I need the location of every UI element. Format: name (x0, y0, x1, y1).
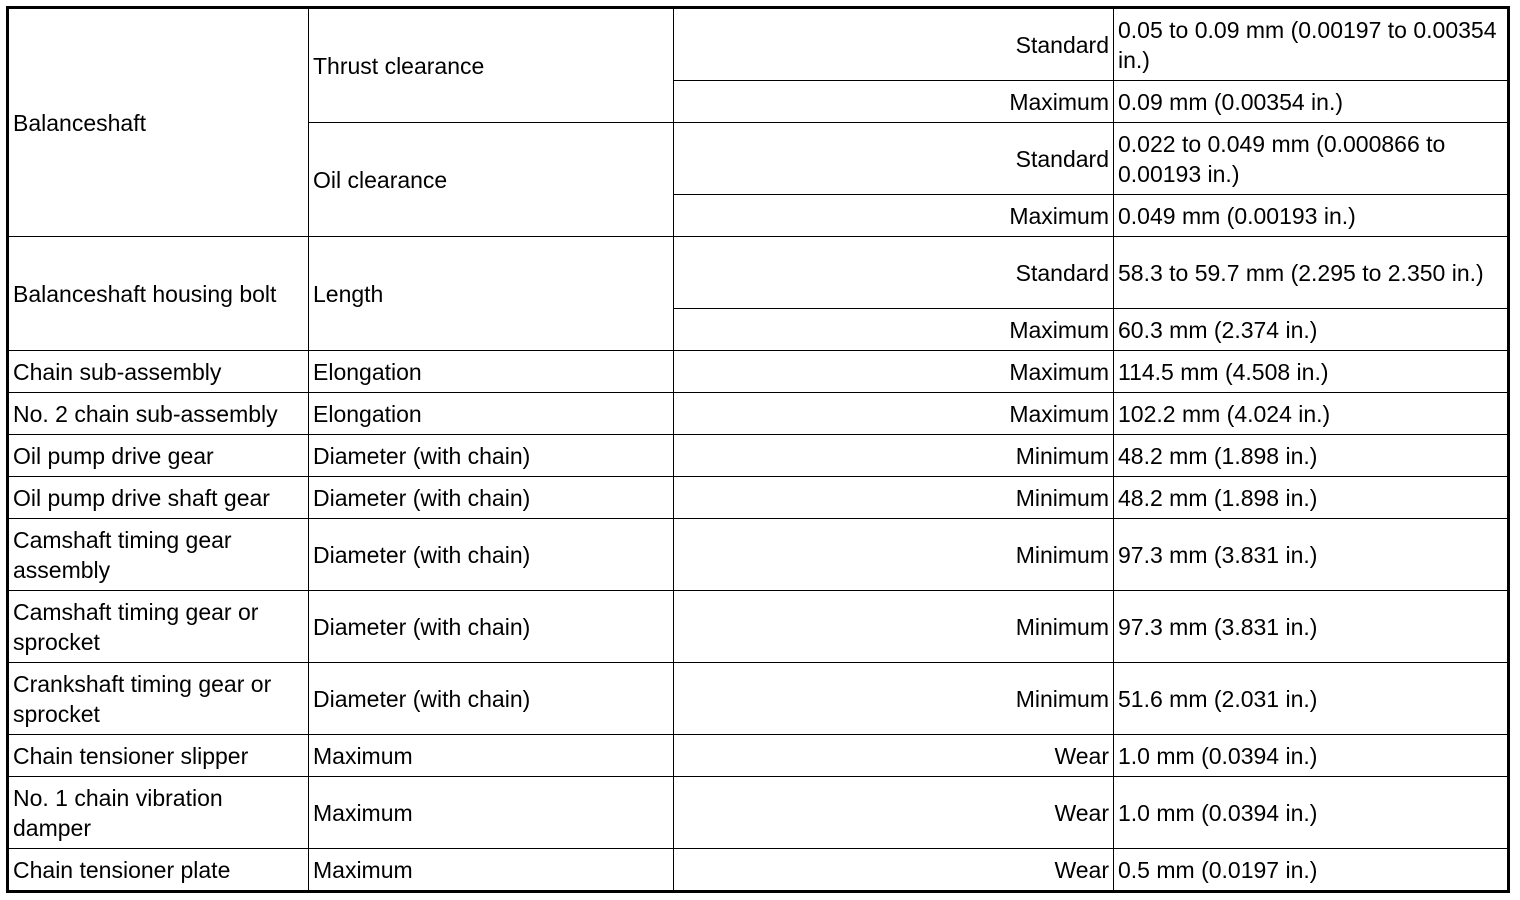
check-cell: Diameter (with chain) (309, 591, 674, 663)
item-cell: Balanceshaft housing bolt (8, 237, 309, 351)
check-cell: Oil clearance (309, 123, 674, 237)
item-cell: No. 2 chain sub-assembly (8, 393, 309, 435)
check-cell: Diameter (with chain) (309, 663, 674, 735)
value-cell: 58.3 to 59.7 mm (2.295 to 2.350 in.) (1114, 237, 1509, 309)
condition-cell: Minimum (674, 519, 1114, 591)
condition-cell: Maximum (674, 393, 1114, 435)
condition-cell: Maximum (674, 195, 1114, 237)
check-cell: Length (309, 237, 674, 351)
value-cell: 102.2 mm (4.024 in.) (1114, 393, 1509, 435)
condition-cell: Maximum (674, 351, 1114, 393)
check-cell: Elongation (309, 393, 674, 435)
value-cell: 97.3 mm (3.831 in.) (1114, 519, 1509, 591)
check-cell: Maximum (309, 777, 674, 849)
check-cell: Diameter (with chain) (309, 477, 674, 519)
condition-cell: Minimum (674, 591, 1114, 663)
value-cell: 1.0 mm (0.0394 in.) (1114, 735, 1509, 777)
condition-cell: Wear (674, 735, 1114, 777)
table-row (8, 849, 1509, 892)
item-cell: Chain sub-assembly (8, 351, 309, 393)
item-cell: Chain tensioner slipper (8, 735, 309, 777)
table-row (8, 735, 1509, 777)
item-cell: Camshaft timing gear assembly (8, 519, 309, 591)
table-row (8, 237, 1509, 309)
item-cell: Oil pump drive gear (8, 435, 309, 477)
condition-cell: Wear (674, 849, 1114, 892)
table-row (8, 8, 1509, 81)
condition-cell: Wear (674, 777, 1114, 849)
value-cell: 0.049 mm (0.00193 in.) (1114, 195, 1509, 237)
check-cell: Thrust clearance (309, 8, 674, 123)
condition-cell: Standard (674, 123, 1114, 195)
value-cell: 60.3 mm (2.374 in.) (1114, 309, 1509, 351)
item-cell: Crankshaft timing gear or sprocket (8, 663, 309, 735)
value-cell: 0.05 to 0.09 mm (0.00197 to 0.00354 in.) (1114, 8, 1509, 81)
table-row (8, 351, 1509, 393)
check-cell: Diameter (with chain) (309, 519, 674, 591)
check-cell: Elongation (309, 351, 674, 393)
value-cell: 48.2 mm (1.898 in.) (1114, 477, 1509, 519)
check-cell: Maximum (309, 735, 674, 777)
condition-cell: Minimum (674, 435, 1114, 477)
value-cell: 51.6 mm (2.031 in.) (1114, 663, 1509, 735)
check-cell: Diameter (with chain) (309, 435, 674, 477)
table-row (8, 393, 1509, 435)
item-cell: Chain tensioner plate (8, 849, 309, 892)
table-row (8, 477, 1509, 519)
specification-table (6, 6, 1510, 893)
table-row (8, 777, 1509, 849)
value-cell: 0.022 to 0.049 mm (0.000866 to 0.00193 in.) (1114, 123, 1509, 195)
value-cell: 0.09 mm (0.00354 in.) (1114, 81, 1509, 123)
value-cell: 97.3 mm (3.831 in.) (1114, 591, 1509, 663)
table-row (8, 519, 1509, 591)
value-cell: 48.2 mm (1.898 in.) (1114, 435, 1509, 477)
item-cell: Balanceshaft (8, 8, 309, 237)
table-row (8, 435, 1509, 477)
table-row (8, 591, 1509, 663)
item-cell: Camshaft timing gear or sprocket (8, 591, 309, 663)
table-row (8, 663, 1509, 735)
item-cell: Oil pump drive shaft gear (8, 477, 309, 519)
condition-cell: Maximum (674, 81, 1114, 123)
value-cell: 114.5 mm (4.508 in.) (1114, 351, 1509, 393)
condition-cell: Minimum (674, 663, 1114, 735)
condition-cell: Standard (674, 237, 1114, 309)
condition-cell: Standard (674, 8, 1114, 81)
value-cell: 0.5 mm (0.0197 in.) (1114, 849, 1509, 892)
condition-cell: Minimum (674, 477, 1114, 519)
value-cell: 1.0 mm (0.0394 in.) (1114, 777, 1509, 849)
condition-cell: Maximum (674, 309, 1114, 351)
item-cell: No. 1 chain vibration damper (8, 777, 309, 849)
check-cell: Maximum (309, 849, 674, 892)
